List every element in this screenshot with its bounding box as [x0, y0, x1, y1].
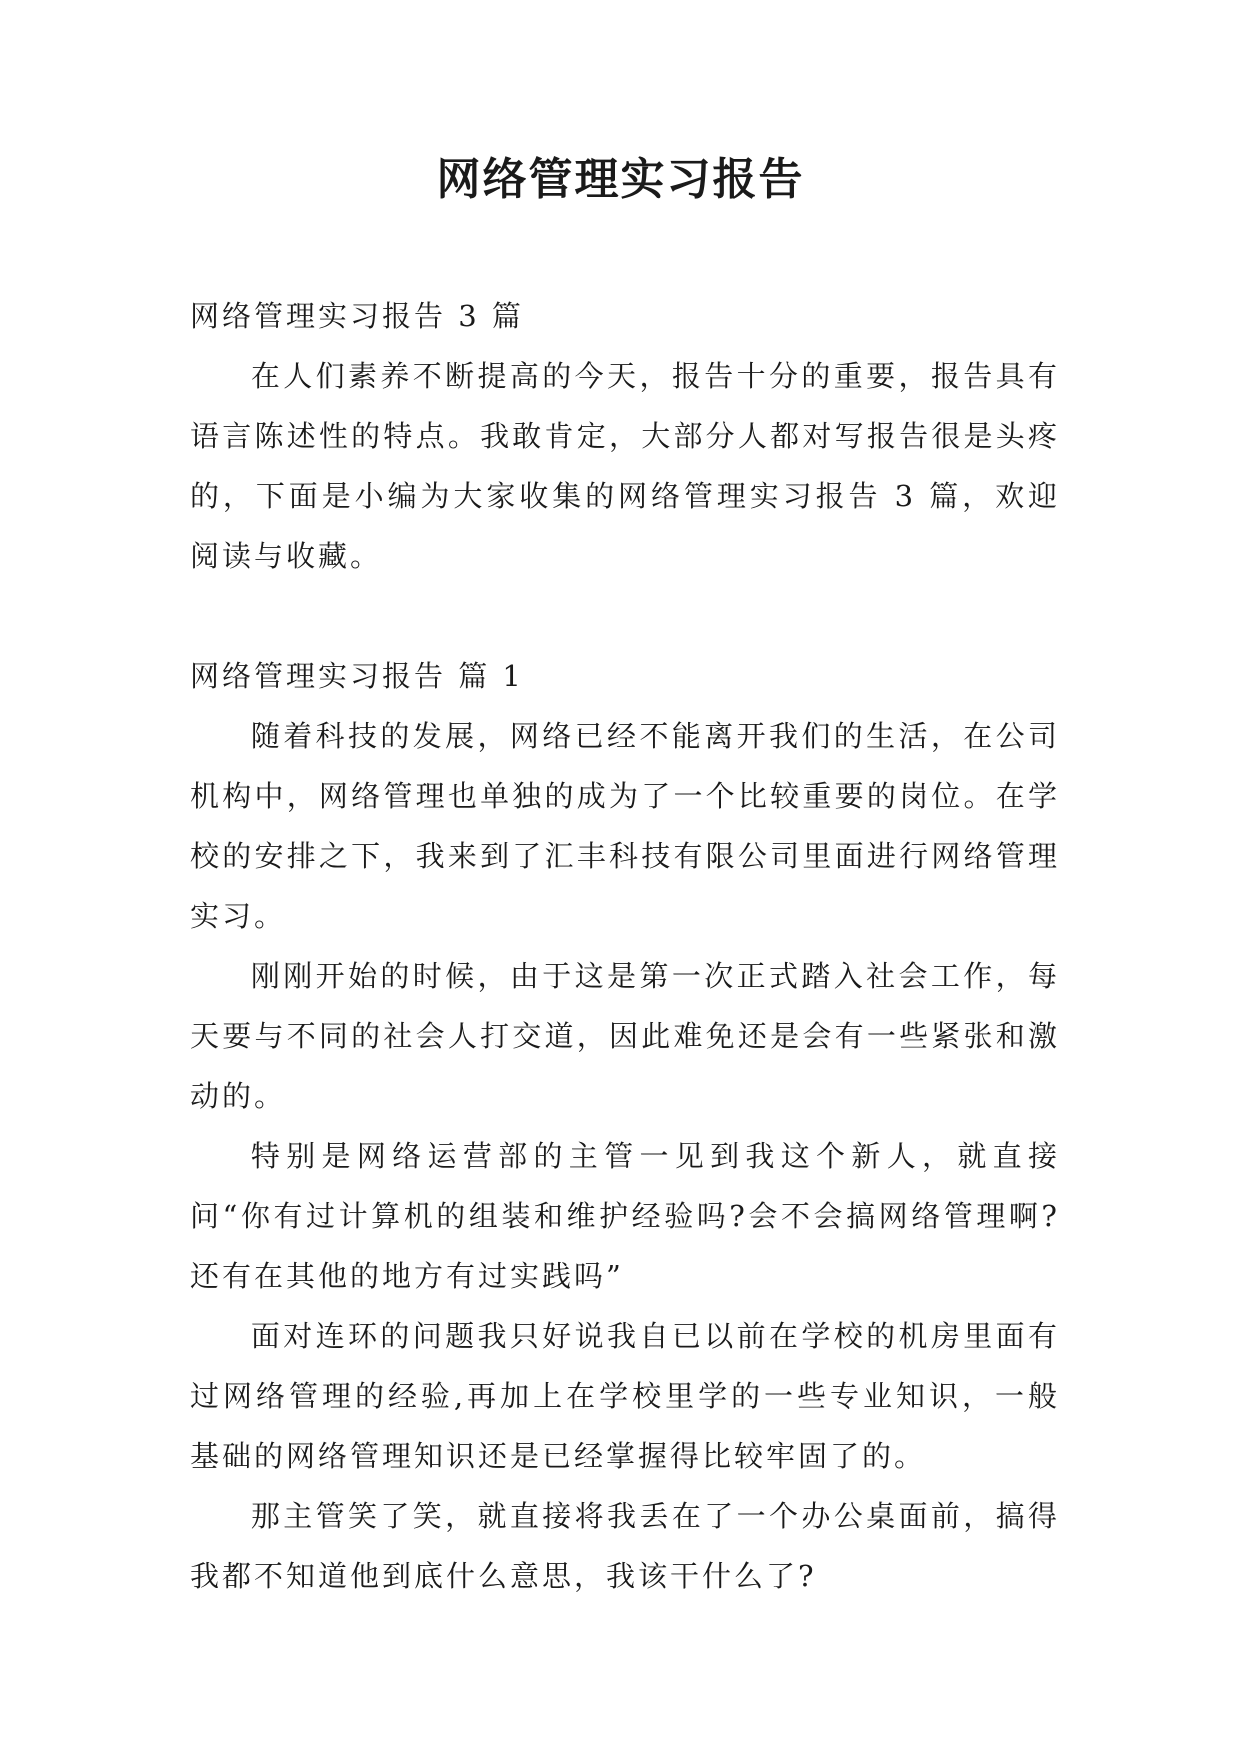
body-paragraph: 特别是网络运营部的主管一见到我这个新人，就直接问“你有过计算机的组装和维护经验吗?会不会搞网络管理啊?还有在其他的地方有过实践吗” — [190, 1139, 1060, 1293]
document-title: 网络管理实习报告 — [436, 154, 805, 205]
body-paragraph: 随着科技的发展，网络已经不能离开我们的生活，在公司机构中，网络管理也单独的成为了一个比较重要的岗位。在学校的安排之下，我来到了汇丰科技有限公司里面进行网络管理实习。 — [190, 719, 1060, 933]
body-paragraph: 刚刚开始的时候，由于这是第一次正式踏入社会工作，每天要与不同的社会人打交道，因此难免还是会有一些紧张和激动的。 — [190, 959, 1060, 1113]
body-paragraph: 那主管笑了笑，就直接将我丢在了一个办公桌面前，搞得我都不知道他到底什么意思，我该干什么了? — [190, 1499, 1060, 1593]
intro-heading: 网络管理实习报告 3 篇 — [190, 299, 524, 333]
section-spacer — [190, 586, 1060, 646]
section-1-heading: 网络管理实习报告 篇 1 — [190, 659, 524, 693]
intro-paragraph: 在人们素养不断提高的今天，报告十分的重要，报告具有语言陈述性的特点。我敢肯定，大部分人都对写报告很是头疼的，下面是小编为大家收集的网络管理实习报告 3 篇，欢迎阅读与收藏。 — [190, 359, 1060, 573]
body-paragraph: 面对连环的问题我只好说我自已以前在学校的机房里面有过网络管理的经验,再加上在学校里学的一些专业知识，一般基础的网络管理知识还是已经掌握得比较牢固了的。 — [190, 1319, 1060, 1473]
document-body — [190, 286, 1060, 1606]
